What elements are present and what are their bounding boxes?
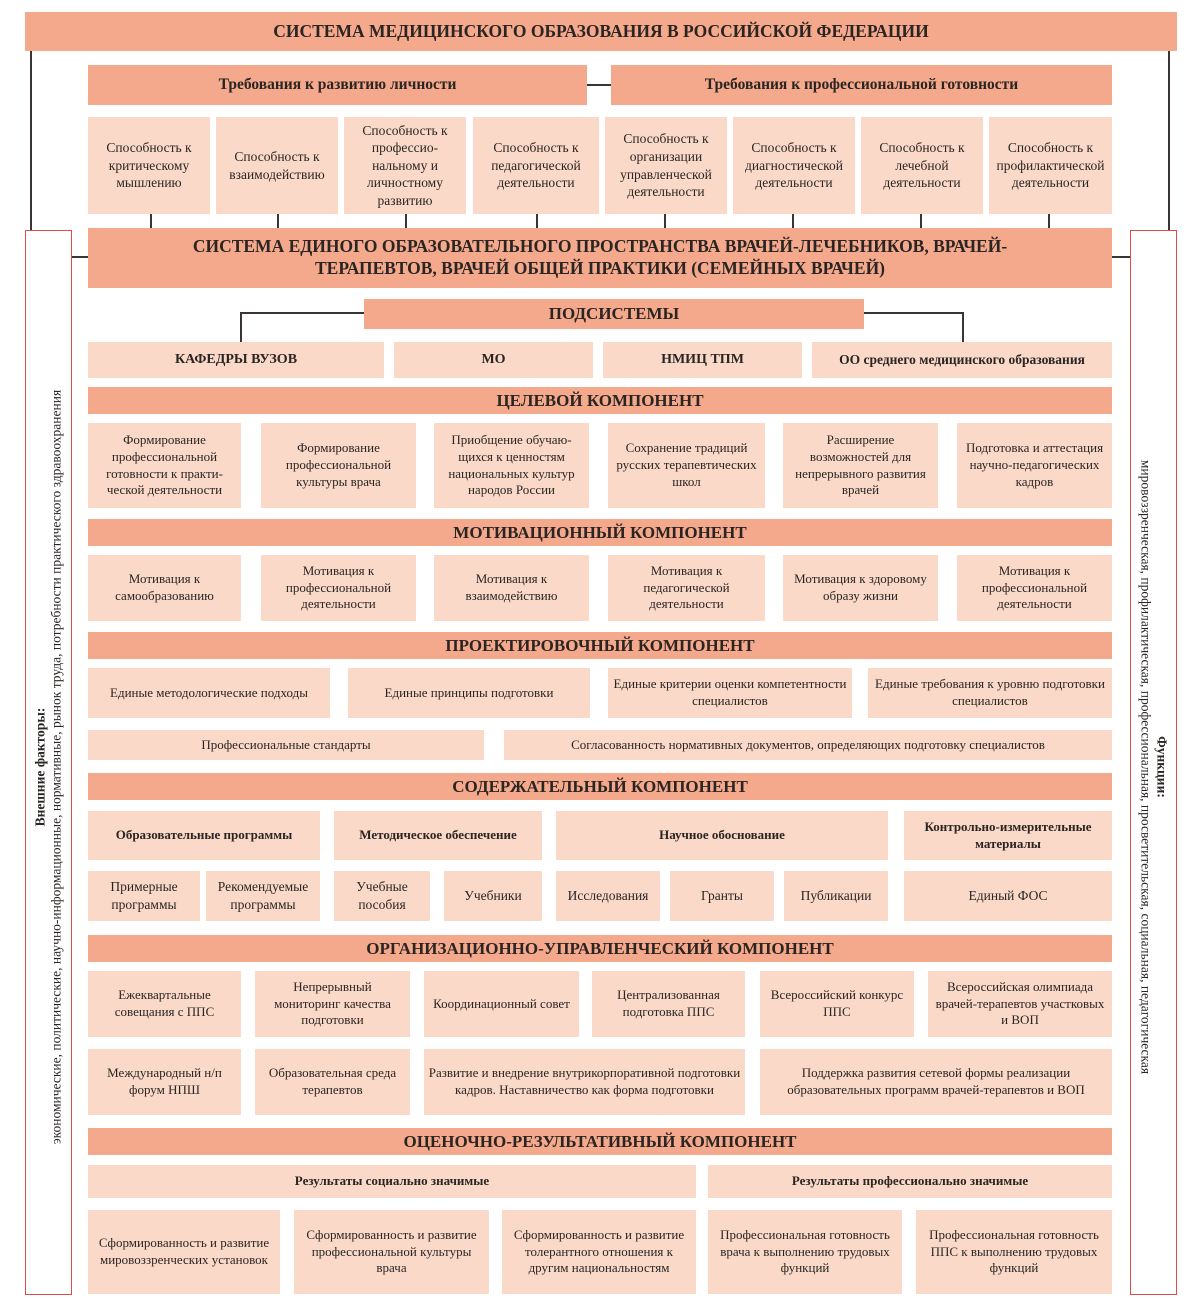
- ability-box: Способность к взаимодействию: [216, 117, 338, 214]
- subsystem-box: ОО среднего медицинского образования: [812, 342, 1112, 378]
- results-box: Сформированность и развитие профессиональной культуры врача: [294, 1210, 489, 1294]
- content-group-box: Контрольно-измерительные материалы: [904, 811, 1112, 860]
- connector: [150, 214, 152, 228]
- ability-box: Способность к профессиональному и личностному развитию: [344, 117, 466, 214]
- content-header: СОДЕРЖАТЕЛЬНЫЙ КОМПОНЕНТ: [88, 773, 1112, 800]
- connector: [30, 51, 32, 65]
- connector: [792, 214, 794, 228]
- connector: [1168, 64, 1170, 230]
- motivation-box: Мотивация к самообразованию: [88, 555, 241, 621]
- content-box: Учебные пособия: [334, 871, 430, 921]
- motivation-box: Мотивация к профессиональной деятельности: [957, 555, 1112, 621]
- target-box: Приобщение обучающихся к ценностям национальных культур народов России: [434, 423, 589, 508]
- subsystems-header: ПОДСИСТЕМЫ: [364, 299, 864, 329]
- external-factors-text: Внешние факторы: экономические, политические, научно-информационные, нормативные, рынок труда, потребности практического здравоохранения: [32, 389, 64, 1145]
- motivation-header: МОТИВАЦИОННЫЙ КОМПОНЕНТ: [88, 519, 1112, 546]
- connector: [277, 214, 279, 228]
- design-header: ПРОЕКТИРОВОЧНЫЙ КОМПОНЕНТ: [88, 632, 1112, 659]
- ability-box: Способность к педагогической деятельности: [473, 117, 599, 214]
- ability-box: Способность к лечебной деятельности: [861, 117, 983, 214]
- connector: [240, 312, 364, 314]
- design-box: Единые принципы подготовки: [348, 668, 590, 718]
- connector: [587, 84, 611, 86]
- target-header: ЦЕЛЕВОЙ КОМПОНЕНТ: [88, 387, 1112, 414]
- ability-box: Способность к организации управленческой деятельности: [605, 117, 727, 214]
- connector: [962, 312, 964, 342]
- connector: [1048, 214, 1050, 228]
- results-header: ОЦЕНОЧНО-РЕЗУЛЬТАТИВНЫЙ КОМПОНЕНТ: [88, 1128, 1112, 1155]
- connector: [664, 214, 666, 228]
- subsystem-box: КАФЕДРЫ ВУЗОВ: [88, 342, 384, 378]
- connector: [70, 256, 88, 258]
- results-group-box: Результаты профессионально значимые: [708, 1165, 1112, 1198]
- requirements-personal: Требования к развитию личности: [88, 65, 587, 105]
- content-box: Примерные программы: [88, 871, 200, 921]
- results-group-box: Результаты социально значимые: [88, 1165, 696, 1198]
- content-box: Публикации: [784, 871, 888, 921]
- target-box: Формирование профессиональной культуры врача: [261, 423, 416, 508]
- design-box: Профессиональные стандарты: [88, 730, 484, 760]
- target-box: Расширение возможностей для непрерывного развития врачей: [783, 423, 938, 508]
- system-header: СИСТЕМА ЕДИНОГО ОБРАЗОВАТЕЛЬНОГО ПРОСТРАНСТВА ВРАЧЕЙ-ЛЕЧЕБНИКОВ, ВРАЧЕЙ-ТЕРАПЕВТОВ, ВРАЧЕЙ ОБЩЕЙ ПРАКТИКИ (СЕМЕЙНЫХ ВРАЧЕЙ): [88, 228, 1112, 288]
- org-box: Образовательная среда терапевтов: [255, 1049, 410, 1115]
- org-box: Централизованная подготовка ППС: [592, 971, 745, 1037]
- org-box: Ежеквартальные совещания с ППС: [88, 971, 241, 1037]
- content-box: Исследования: [556, 871, 660, 921]
- results-box: Профессиональная готовность ППС к выполнению трудовых функций: [916, 1210, 1112, 1294]
- design-box: Единые критерии оценки компетентности специалистов: [608, 668, 852, 718]
- content-box: Гранты: [670, 871, 774, 921]
- results-box: Профессиональная готовность врача к выполнению трудовых функций: [708, 1210, 902, 1294]
- results-box: Сформированность и развитие толерантного отношения к другим национальностям: [502, 1210, 696, 1294]
- org-box: Международный н/п форум НПШ: [88, 1049, 241, 1115]
- org-box: Развитие и внедрение внутрикорпоративной подготовки кадров. Наставничество как форма подготовки: [424, 1049, 745, 1115]
- functions-text: Функции: мировоззренческая, профилактическая, профессиональная, просветительская, социальная, педагогическая: [1138, 459, 1170, 1075]
- target-box: Сохранение традиций русских терапевтических школ: [608, 423, 765, 508]
- ability-box: Способность к профилактической деятельности: [989, 117, 1112, 214]
- org-box: Непрерывный мониторинг качества подготовки: [255, 971, 410, 1037]
- ability-box: Способность к критическому мышлению: [88, 117, 210, 214]
- functions-frame: [1130, 230, 1177, 1295]
- main-title: СИСТЕМА МЕДИЦИНСКОГО ОБРАЗОВАНИЯ В РОССИЙСКОЙ ФЕДЕРАЦИИ: [25, 12, 1177, 51]
- content-box: Единый ФОС: [904, 871, 1112, 921]
- subsystem-box: НМИЦ ТПМ: [603, 342, 802, 378]
- content-box: Рекомендуемые программы: [206, 871, 320, 921]
- org-box: Всероссийская олимпиада врачей-терапевтов участковых и ВОП: [928, 971, 1112, 1037]
- connector: [536, 214, 538, 228]
- content-box: Учебники: [444, 871, 542, 921]
- content-group-box: Научное обоснование: [556, 811, 888, 860]
- content-group-box: Методическое обеспечение: [334, 811, 542, 860]
- ability-box: Способность к диагностической деятельности: [733, 117, 855, 214]
- design-box: Единые методологические подходы: [88, 668, 330, 718]
- org-box: Координационный совет: [424, 971, 579, 1037]
- connector: [1168, 51, 1170, 65]
- org-box: Поддержка развития сетевой формы реализации образовательных программ врачей-терапевтов и ВОП: [760, 1049, 1112, 1115]
- org-box: Всероссийский конкурс ППС: [760, 971, 914, 1037]
- results-box: Сформированность и развитие мировоззренческих установок: [88, 1210, 280, 1294]
- connector: [920, 214, 922, 228]
- content-group-box: Образовательные программы: [88, 811, 320, 860]
- org-header: ОРГАНИЗАЦИОННО-УПРАВЛЕНЧЕСКИЙ КОМПОНЕНТ: [88, 935, 1112, 962]
- motivation-box: Мотивация к педагогической деятельности: [608, 555, 765, 621]
- target-box: Формирование профессиональной готовности к практической деятельности: [88, 423, 241, 508]
- connector: [240, 312, 242, 342]
- requirements-professional: Требования к профессиональной готовности: [611, 65, 1112, 105]
- motivation-box: Мотивация к здоровому образу жизни: [783, 555, 938, 621]
- connector: [1110, 256, 1130, 258]
- external-factors-frame: [25, 230, 72, 1295]
- connector: [864, 312, 964, 314]
- motivation-box: Мотивация к профессиональной деятельности: [261, 555, 416, 621]
- connector: [30, 64, 32, 230]
- design-box: Единые требования к уровню подготовки специалистов: [868, 668, 1112, 718]
- target-box: Подготовка и аттестация научно-педагогических кадров: [957, 423, 1112, 508]
- motivation-box: Мотивация к взаимодействию: [434, 555, 589, 621]
- subsystem-box: МО: [394, 342, 593, 378]
- connector: [405, 214, 407, 228]
- design-box: Согласованность нормативных документов, определяющих подготовку специалистов: [504, 730, 1112, 760]
